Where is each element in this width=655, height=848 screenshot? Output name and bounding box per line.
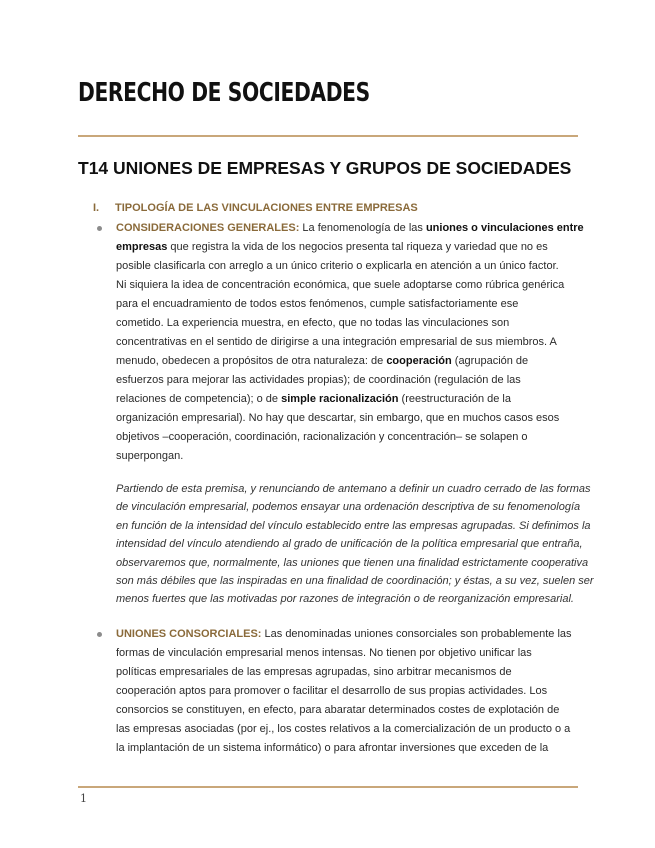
text-line: esfuerzos para mejorar las actividades propias); de coordinación (regulación de las (116, 374, 521, 386)
text-line: menos fuertes que las motivadas por razones de integración o de reorganización empresarial. (116, 593, 574, 606)
section-heading (93, 202, 418, 214)
text-line: son más débiles que las inspiradas en una finalidad de coordinación; y éstas, a su vez, suelen ser (116, 575, 594, 588)
text-line: cometido. La experiencia muestra, en efecto, que no todas las vinculaciones son (116, 317, 510, 329)
paragraph-uniones-consorciales (116, 625, 582, 758)
title-divider (78, 135, 578, 137)
paragraph-lead: UNIONES CONSORCIALES: (116, 628, 262, 640)
text-line: posible clasificarla con arreglo a un único criterio o explicarla en atención a un único factor. (116, 260, 559, 272)
paragraph-consideraciones-generales (116, 219, 582, 466)
document-title: DERECHO DE SOCIEDADES (78, 78, 370, 108)
text-line: de vinculación empresarial, podemos ensayar una ordenación descriptiva de su fenomenología (116, 501, 581, 514)
text-run: que registra la vida de los negocios presenta tal riqueza y variedad que no es (167, 241, 548, 253)
text-line: en función de la intensidad del vínculo establecido entre las empresas agrupadas. Si definimos la (116, 519, 591, 532)
text-line (116, 238, 582, 257)
text-line: intensidad del vínculo atendiendo al grado de unificación de la política empresarial que entraña, (116, 538, 583, 551)
text-line: consorcios se constituyen, en efecto, para abaratar determinados costes de explotación de (116, 704, 560, 716)
page-number: 1 (80, 792, 87, 805)
text-line: Partiendo de esta premisa, y renunciando de antemano a definir un cuadro cerrado de las formas (116, 483, 591, 495)
text-run: La fenomenología de las (299, 222, 426, 234)
text-run: Las denominadas uniones consorciales son probablemente las (261, 628, 572, 640)
text-line: para el encuadramiento de todos estos fenómenos, cumple satisfactoriamente ese (116, 298, 519, 310)
text-run: (reestructuración de la (398, 393, 511, 405)
paragraph-lead: CONSIDERACIONES GENERALES: (116, 222, 300, 234)
italic-paragraph (116, 480, 594, 609)
text-line: las empresas asociadas (por ej., los costes relativos a la comercialización de un producto o a (116, 723, 571, 735)
bold-term: empresas (116, 241, 168, 253)
text-line: organización empresarial). No hay que descartar, sin embargo, que en muchos casos esos (116, 412, 560, 424)
text-line: políticas empresariales de las empresas agrupadas, sino arbitrar mecanismos de (116, 666, 512, 678)
text-line: objetivos –cooperación, coordinación, racionalización y concentración– se solapen o (116, 431, 528, 443)
text-line (116, 352, 582, 371)
bullet-icon (97, 632, 102, 637)
bold-term: simple racionalización (281, 393, 399, 405)
text-run: menudo, obedecen a propósitos de otra naturaleza: de (116, 355, 387, 367)
text-line: Ni siquiera la idea de concentración económica, que suele adoptarse como rúbrica genérica (116, 279, 565, 291)
text-line: observaremos que, normalmente, las uniones que tienen una finalidad estrictamente cooperativa (116, 556, 589, 569)
text-line (116, 625, 582, 644)
footer-divider (78, 786, 578, 788)
text-run: (agrupación de (451, 355, 529, 367)
text-line: la implantación de un sistema informático) o para afrontar inversiones que exceden de la (116, 742, 549, 754)
bullet-icon (97, 226, 102, 231)
section-title: TIPOLOGÍA DE LAS VINCULACIONES ENTRE EMPRESAS (115, 202, 418, 214)
section-number: I. (93, 202, 100, 214)
text-line: formas de vinculación empresarial menos intensas. No tienen por objetivo unificar las (116, 647, 532, 659)
text-line: concentrativas en el sentido de dirigirse a una integración empresarial de sus miembros. A (116, 336, 557, 348)
text-line (116, 219, 582, 238)
text-run: relaciones de competencia); o de (116, 393, 282, 405)
text-line: superpongan. (116, 450, 184, 462)
text-line: cooperación aptos para promover o facilitar el desarrollo de sus propias actividades. Los (116, 685, 548, 697)
bold-term: cooperación (386, 355, 452, 367)
text-line (116, 390, 582, 409)
topic-heading: T14 UNIONES DE EMPRESAS Y GRUPOS DE SOCIEDADES (78, 158, 572, 178)
bold-term: uniones o vinculaciones entre (425, 222, 584, 234)
